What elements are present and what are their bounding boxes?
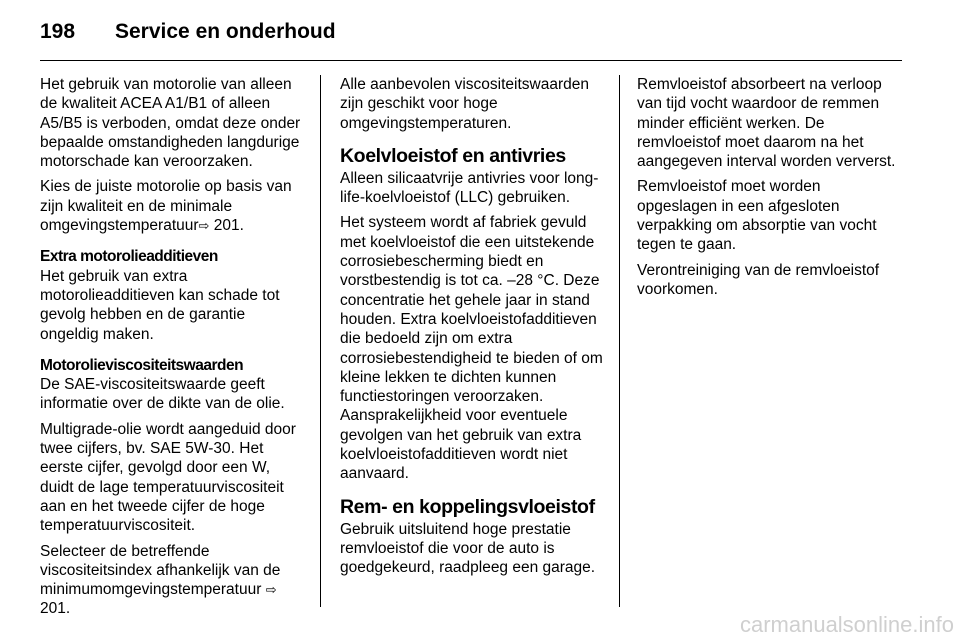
text-column-3 — [637, 75, 903, 595]
paragraph-brake-contamination: Verontreiniging van de remvloeistof voorkomen. — [637, 261, 880, 298]
paragraph-coolant-system: Het systeem wordt af fabriek gevuld met koelvloeistof die een uitstekende corrosiebescherming biedt en vorstbestendig is tot ca. –28 °C. Deze concentratie het gehele jaar in stand houden. Extra koelvloeistofadditieven die bedoeld zijn om extra corrosiebestendigheid te bieden of om kleine lekken te dichten kunnen functiestoringen veroorzaken. Aansprakelijkheid voor eventuele gevolgen van het gebruik van extra koelvloeistofadditieven wordt niet aanvaard. — [340, 214, 603, 483]
page-reference[interactable]: 201. — [40, 600, 71, 618]
paragraph-text: Kies de juiste motorolie op basis van zijn kwaliteit en de minimale omgevingstemperatuur — [40, 178, 292, 235]
page-title: Service en onderhoud — [115, 20, 336, 43]
paragraph-text: Selecteer de betreffende viscositeitsindex afhankelijk van de minimumomgevingstemperatuur — [40, 542, 281, 599]
paragraph-oil-quality: Het gebruik van motorolie van alleen de kwaliteit ACEA A1/B1 of alleen A5/B5 is verboden, omdat deze onder bepaalde omstandigheden langdurige motorschade kan veroorzaken. — [40, 76, 301, 171]
paragraph-brake-absorption: Remvloeistof absorbeert na verloop van tijd vocht waardoor de remmen minder efficiënt werken. De remvloeistof moet daarom na het aangegeven interval worden ververst. — [637, 76, 896, 171]
text-column-1 — [40, 75, 306, 618]
paragraph-viscosity-recommended: Alle aanbevolen viscositeitswaarden zijn geschikt voor hoge omgevingstemperaturen. — [340, 76, 590, 132]
paragraph-brake-storage: Remvloeistof moet worden opgeslagen in een afgesloten verpakking om absorptie van vocht tegen te gaan. — [637, 178, 877, 254]
paragraph-brake-fluid: Gebruik uitsluitend hoge prestatie remvloeistof die voor de auto is goedgekeurd, raadpleeg een garage. — [340, 520, 596, 577]
page-reference-arrow-icon: ⇨ — [198, 218, 210, 234]
section-title-viscosity: Motorolieviscositeitswaarden — [40, 356, 244, 374]
page-number: 198 — [40, 20, 76, 43]
header-divider — [40, 60, 902, 61]
section-title-additives: Extra motorolieadditieven — [40, 248, 218, 266]
page-reference-arrow-icon: ⇨ — [265, 582, 277, 598]
paragraph-sae: De SAE-viscositeitswaarde geeft informatie over de dikte van de olie. — [40, 376, 285, 413]
paragraph-additives: Het gebruik van extra motorolieadditieven kan schade tot gevolg hebben en de garantie ongeldig maken. — [40, 267, 280, 343]
paragraph-viscosity-index — [40, 542, 306, 619]
paragraph-oil-choice — [40, 177, 306, 235]
column-divider-1 — [320, 75, 321, 607]
page-reference[interactable]: 201. — [209, 217, 244, 235]
heading-coolant: Koelvloeistof en antivries — [340, 144, 566, 167]
paragraph-multigrade: Multigrade-olie wordt aangeduid door twee cijfers, bv. SAE 5W-30. Het eerste cijfer, gevolgd door een W, duidt de lage temperatuurviscositeit aan en het tweede cijfer de hoge temperatuurviscositeit. — [40, 420, 296, 535]
column-divider-2 — [619, 75, 620, 607]
paragraph-antifreeze: Alleen silicaatvrije antivries voor long-life-koelvloeistof (LLC) gebruiken. — [340, 169, 599, 207]
watermark: carmanualsonline.info — [739, 612, 954, 637]
heading-brake-fluid: Rem- en koppelingsvloeistof — [340, 495, 595, 518]
text-column-2 — [340, 75, 606, 595]
